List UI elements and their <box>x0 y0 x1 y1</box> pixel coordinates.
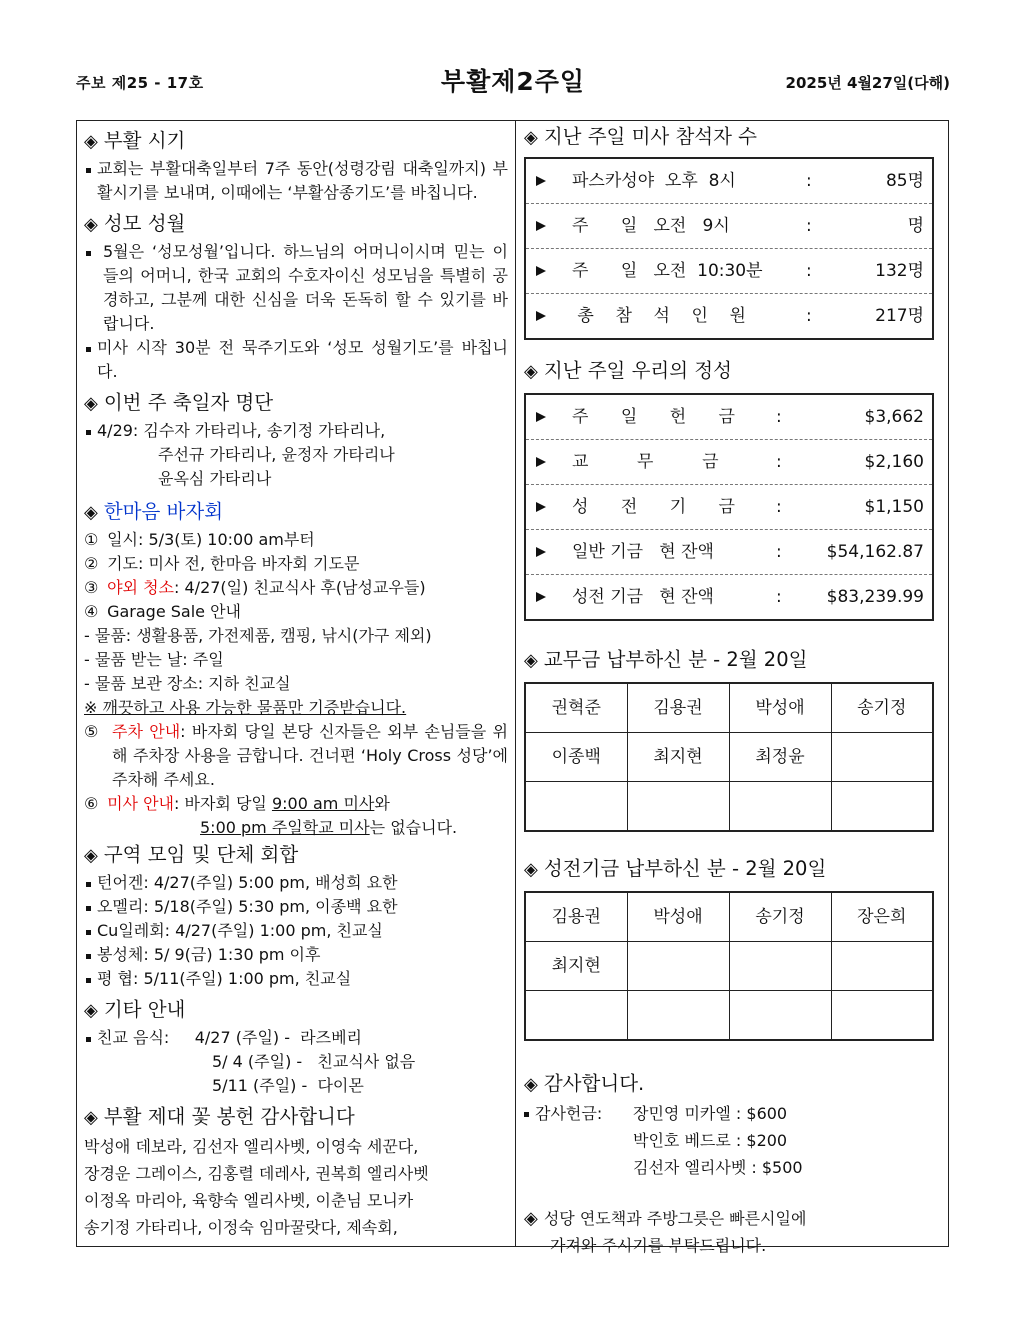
right-column <box>524 122 936 1259</box>
bazaar-dash-3: - 물품 보관 장소: 지하 친교실 <box>84 674 291 693</box>
offering-row: 일반 기금 현 잔액 : $54,162.87 <box>526 529 932 574</box>
left-column <box>84 126 508 1241</box>
arrow-right-icon <box>536 176 554 186</box>
page-title: 부활제2주일 <box>440 67 586 96</box>
thanks-line-3: 김선자 엘리사벳 : $500 <box>633 1158 803 1177</box>
diamond-icon: ◈ <box>524 859 538 880</box>
section-title-dues: ◈ 교무금 납부하신 분 - 2월 20일 <box>524 648 808 671</box>
other-line-3: 5/11 (주일) - 다이몬 <box>212 1076 364 1095</box>
column-divider <box>515 120 516 1247</box>
bazaar-item-6: ⑥ 미사 안내: 바자회 당일 9:00 am 미사와 <box>84 794 390 813</box>
section-title-flowers: ◈ 부활 제대 꽃 봉헌 감사합니다 <box>84 1105 355 1128</box>
table-row <box>525 782 933 832</box>
diamond-icon: ◈ <box>84 845 98 866</box>
diamond-icon: ◈ <box>84 1000 98 1021</box>
bullet-icon <box>86 906 91 911</box>
section-title-feast: ◈ 이번 주 축일자 명단 <box>84 391 274 414</box>
table-row: 최지현 <box>525 942 933 991</box>
flowers-line: 장경운 그레이스, 김홍렬 데레사, 권복희 엘리사벳 <box>84 1164 429 1183</box>
bullet-icon <box>86 1037 91 1042</box>
offering-row: 주 일 헌 금 : $3,662 <box>526 395 932 439</box>
offering-box <box>524 393 934 621</box>
thanks-line-1: 감사헌금: 장민영 미카엘 : $600 <box>524 1100 936 1127</box>
easter-text: 교회는 부활대축일부터 7주 동안(성령강림 대축일까지) 부활시기를 보내며, 이때에는 ‘부활삼종기도’를 바칩니다. <box>84 157 508 205</box>
section-title-marian: ◈ 성모 성월 <box>84 212 186 235</box>
section-title-other: ◈ 기타 안내 <box>84 998 186 1021</box>
diamond-icon: ◈ <box>524 650 538 671</box>
offering-row: 성전 기금 현 잔액 : $83,239.99 <box>526 574 932 619</box>
bazaar-item-4: ④ Garage Sale 안내 <box>84 602 242 621</box>
attendance-row: 주 일 오전 9시 : 명 <box>526 203 932 248</box>
group-item: 오멜리: 5/18(주일) 5:30 pm, 이종백 요한 <box>84 895 508 919</box>
bulletin-date: 2025년 4월27일(다해) <box>785 74 950 92</box>
bullet-icon <box>86 978 91 983</box>
flowers-line: 박성애 데보라, 김선자 엘리사벳, 이영숙 세꾼다, <box>84 1137 419 1156</box>
attendance-row: 총 참 석 인 원 : 217명 <box>526 293 932 338</box>
arrow-right-icon <box>536 266 554 276</box>
bazaar-dash-2: - 물품 받는 날: 주일 <box>84 650 224 669</box>
bullet-icon <box>86 430 91 435</box>
section-title-attendance: ◈ 지난 주일 미사 참석자 수 <box>524 125 758 148</box>
arrow-right-icon <box>536 502 554 512</box>
table-row: 김용권 박성애 송기정 장은희 <box>525 892 933 942</box>
arrow-right-icon <box>536 592 554 602</box>
bullet-icon <box>86 882 91 887</box>
bazaar-item-6-cont: 5:00 pm 주일학교 미사는 없습니다. <box>200 818 458 837</box>
section-title-easter: ◈ 부활 시기 <box>84 129 186 152</box>
attendance-box <box>524 157 934 340</box>
feast-line-3: 윤옥심 가타리나 <box>158 469 272 488</box>
bazaar-item-1: ① 일시: 5/3(토) 10:00 am부터 <box>84 530 315 549</box>
bullet-icon <box>524 1112 529 1117</box>
notice-line-2: 가져와 주시기를 부탁드립니다. <box>550 1236 767 1255</box>
group-item: Cu일레회: 4/27(주일) 1:00 pm, 친교실 <box>84 919 508 943</box>
bullet-icon <box>86 930 91 935</box>
section-title-groups: ◈ 구역 모임 및 단체 회합 <box>84 843 299 866</box>
arrow-right-icon <box>536 311 554 321</box>
section-title-bazaar: ◈ 한마음 바자회 <box>84 500 224 523</box>
feast-line-2: 주선규 가타리나, 윤정자 가타리나 <box>158 445 395 464</box>
section-title-building: ◈ 성전기금 납부하신 분 - 2월 20일 <box>524 857 827 880</box>
offering-row: 교 무 금 : $2,160 <box>526 439 932 484</box>
other-line-2: 5/ 4 (주일) - 친교식사 없음 <box>212 1052 416 1071</box>
feast-line-1: 4/29: 김수자 가타리나, 송기정 가타리나, <box>84 419 508 443</box>
diamond-icon: ◈ <box>524 1074 538 1095</box>
arrow-right-icon <box>536 221 554 231</box>
bazaar-item-5: ⑤ 주차 안내: 바자회 당일 본당 신자들은 외부 손님들을 위해 주차장 사용을 금합니다. 건너편 ‘Holy Cross 성당’에 주차해 주세요. <box>84 722 508 789</box>
section-title-thanks: ◈ 감사합니다. <box>524 1072 645 1095</box>
arrow-right-icon <box>536 547 554 557</box>
group-item: 턴어겐: 4/27(주일) 5:00 pm, 배성희 요한 <box>84 871 508 895</box>
diamond-icon: ◈ <box>84 214 98 235</box>
notice-line-1: ◈ 성당 연도책과 주방그릇은 빠른시일에 <box>524 1208 807 1229</box>
bullet-icon <box>86 954 91 959</box>
diamond-icon: ◈ <box>524 1208 538 1229</box>
bullet-icon <box>86 251 91 256</box>
flowers-line: 송기정 가타리나, 이정숙 임마꿀랏다, 제속회, <box>84 1218 398 1237</box>
diamond-icon: ◈ <box>84 393 98 414</box>
bulletin-header <box>76 62 950 102</box>
thanks-line-2: 박인호 베드로 : $200 <box>633 1131 788 1150</box>
table-row: 권혁준 김용권 박성애 송기정 <box>525 683 933 733</box>
bazaar-item-2: ② 기도: 미사 전, 한마음 바자회 기도문 <box>84 554 360 573</box>
dues-table <box>524 682 934 832</box>
marian-item-2: 미사 시작 30분 전 묵주기도와 ‘성모 성월기도’를 바칩니다. <box>84 336 508 384</box>
other-line-1: 친교 음식: 4/27 (주일) - 라즈베리 <box>84 1026 508 1050</box>
section-title-offering: ◈ 지난 주일 우리의 정성 <box>524 359 732 382</box>
attendance-row: 주 일 오전 10:30분 : 132명 <box>526 248 932 293</box>
diamond-icon: ◈ <box>84 502 98 523</box>
group-item: 평 협: 5/11(주일) 1:00 pm, 친교실 <box>84 967 508 991</box>
bazaar-note: ※ 깨끗하고 사용 가능한 물품만 기증받습니다. <box>84 698 407 717</box>
arrow-right-icon <box>536 457 554 467</box>
flowers-line: 이정옥 마리아, 육향숙 엘리사벳, 이춘님 모니카 <box>84 1191 414 1210</box>
attendance-row: 파스카성야 오후 8시 : 85명 <box>526 159 932 203</box>
offering-row: 성 전 기 금 : $1,150 <box>526 484 932 529</box>
bazaar-dash-1: - 물품: 생활용품, 가전제품, 캠핑, 낚시(가구 제외) <box>84 626 432 645</box>
table-row <box>525 991 933 1041</box>
diamond-icon: ◈ <box>524 361 538 382</box>
diamond-icon: ◈ <box>84 1107 98 1128</box>
bullet-icon <box>86 168 91 173</box>
group-item: 봉성체: 5/ 9(금) 1:30 pm 이후 <box>84 943 508 967</box>
diamond-icon: ◈ <box>524 127 538 148</box>
bullet-icon <box>86 347 91 352</box>
issue-number: 주보 제25 - 17호 <box>76 74 204 92</box>
marian-item-1: 5월은 ‘성모성월’입니다. 하느님의 어머니이시며 믿는 이들의 어머니, 한국 교회의 수호자이신 성모님을 특별히 공경하고, 그분께 대한 신심을 더욱 돈독히 할 수 있기를 바랍니다. <box>84 240 508 336</box>
building-fund-table <box>524 891 934 1041</box>
table-row: 이종백 최지현 최정윤 <box>525 733 933 782</box>
diamond-icon: ◈ <box>84 131 98 152</box>
bazaar-item-3: ③ 야외 청소: 4/27(일) 친교식사 후(남성교우들) <box>84 578 426 597</box>
arrow-right-icon <box>536 412 554 422</box>
